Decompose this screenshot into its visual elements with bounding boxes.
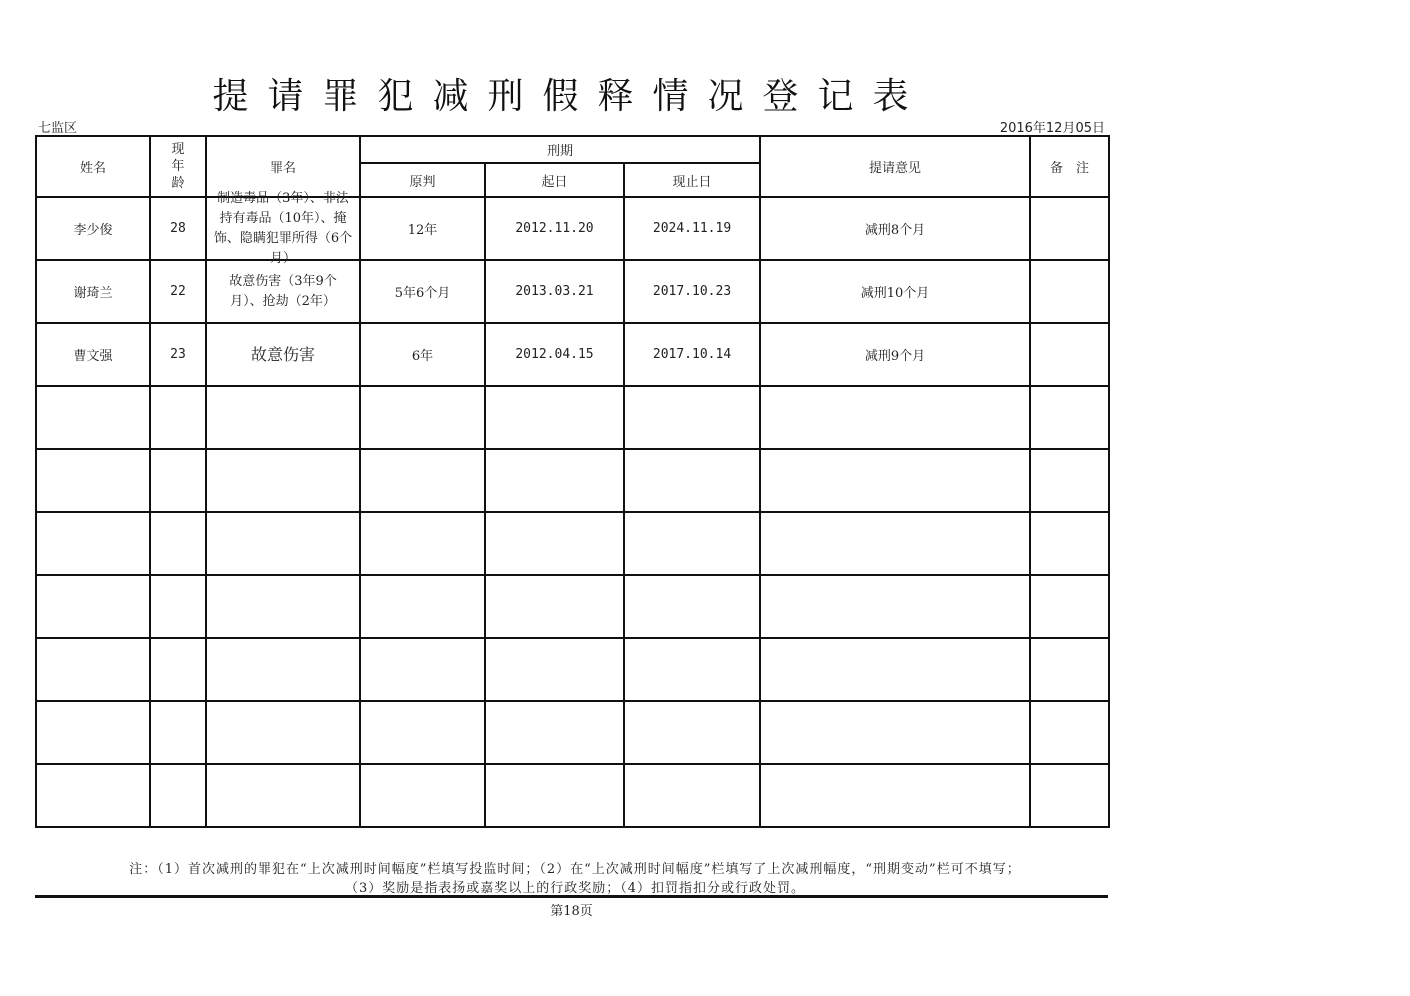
empty-cell-end <box>624 386 760 449</box>
header-sentence-group: 刑期 <box>360 136 760 163</box>
footnote-line-2: （3）奖励是指表扬或嘉奖以上的行政奖励；（4）扣罚指扣分或行政处罚。 <box>344 881 806 896</box>
table-row <box>36 323 1109 386</box>
empty-cell-name <box>36 764 150 827</box>
registration-table <box>35 135 1110 828</box>
empty-cell-opinion <box>760 764 1030 827</box>
cell-start: 2012.04.15 <box>485 323 624 386</box>
header-original: 原判 <box>360 163 485 197</box>
empty-row <box>36 512 1109 575</box>
empty-row <box>36 638 1109 701</box>
cell-original: 12年 <box>360 197 485 260</box>
empty-cell-opinion <box>760 512 1030 575</box>
empty-cell-opinion <box>760 386 1030 449</box>
cell-opinion: 减刑10个月 <box>760 260 1030 323</box>
cell-age: 23 <box>150 323 206 386</box>
document-date: 2016年12月05日 <box>999 121 1105 136</box>
document-title: 提请罪犯减刑假释情况登记表 <box>212 76 928 117</box>
empty-cell-name <box>36 638 150 701</box>
empty-row <box>36 701 1109 764</box>
empty-cell-age <box>150 386 206 449</box>
empty-cell-crime <box>206 638 360 701</box>
header-age-label: 现 年 龄 <box>171 142 185 191</box>
cell-remarks <box>1030 197 1109 260</box>
empty-cell-opinion <box>760 701 1030 764</box>
page-number: 第18页 <box>550 904 593 919</box>
header-remarks: 备 注 <box>1030 136 1109 197</box>
cell-end: 2024.11.19 <box>624 197 760 260</box>
header-age <box>150 136 206 197</box>
empty-cell-age <box>150 575 206 638</box>
cell-age: 28 <box>150 197 206 260</box>
empty-cell-remarks <box>1030 638 1109 701</box>
empty-cell-age <box>150 449 206 512</box>
empty-cell-original <box>360 386 485 449</box>
empty-cell-end <box>624 575 760 638</box>
header-row-1 <box>36 136 1109 163</box>
cell-crime <box>206 190 360 266</box>
cell-opinion: 减刑8个月 <box>760 197 1030 260</box>
empty-cell-crime <box>206 575 360 638</box>
footnote-line-1: 注：（1）首次减刑的罪犯在“上次减刑时间幅度”栏填写投监时间；（2）在“上次减刑时间幅度”栏填写了上次减刑幅度，“刑期变动”栏可不填写； <box>129 862 1021 877</box>
empty-cell-name <box>36 701 150 764</box>
empty-cell-end <box>624 512 760 575</box>
cell-original: 5年6个月 <box>360 260 485 323</box>
empty-cell-name <box>36 386 150 449</box>
empty-cell-crime <box>206 386 360 449</box>
empty-cell-opinion <box>760 449 1030 512</box>
empty-row <box>36 449 1109 512</box>
empty-cell-remarks <box>1030 386 1109 449</box>
empty-cell-age <box>150 512 206 575</box>
empty-cell-original <box>360 449 485 512</box>
cell-end: 2017.10.14 <box>624 323 760 386</box>
cell-opinion: 减刑9个月 <box>760 323 1030 386</box>
empty-cell-start <box>485 701 624 764</box>
cell-name: 曹文强 <box>36 323 150 386</box>
header-start: 起日 <box>485 163 624 197</box>
empty-cell-start <box>485 638 624 701</box>
empty-cell-crime <box>206 764 360 827</box>
cell-original: 6年 <box>360 323 485 386</box>
empty-cell-crime <box>206 512 360 575</box>
crime-text: 故意伤害 <box>250 344 315 364</box>
empty-cell-end <box>624 449 760 512</box>
empty-cell-end <box>624 764 760 827</box>
empty-cell-start <box>485 575 624 638</box>
empty-cell-original <box>360 575 485 638</box>
empty-cell-name <box>36 575 150 638</box>
unit-label: 七监区 <box>38 121 78 136</box>
empty-cell-start <box>485 512 624 575</box>
table-row <box>36 197 1109 260</box>
cell-age: 22 <box>150 260 206 323</box>
cell-remarks <box>1030 323 1109 386</box>
empty-cell-original <box>360 764 485 827</box>
empty-cell-crime <box>206 449 360 512</box>
crime-text: 制造毒品（3年）、非法持有毒品（10年）、掩饰、隐瞒犯罪所得（6个月） <box>213 190 353 266</box>
empty-row <box>36 386 1109 449</box>
empty-cell-end <box>624 701 760 764</box>
footer-rule <box>35 895 1108 898</box>
cell-remarks <box>1030 260 1109 323</box>
empty-cell-remarks <box>1030 575 1109 638</box>
empty-row <box>36 764 1109 827</box>
empty-cell-end <box>624 638 760 701</box>
table-row <box>36 260 1109 323</box>
empty-cell-age <box>150 638 206 701</box>
empty-cell-start <box>485 764 624 827</box>
cell-name: 李少俊 <box>36 197 150 260</box>
empty-cell-age <box>150 764 206 827</box>
header-end: 现止日 <box>624 163 760 197</box>
cell-start: 2012.11.20 <box>485 197 624 260</box>
empty-cell-remarks <box>1030 449 1109 512</box>
empty-cell-opinion <box>760 638 1030 701</box>
empty-cell-remarks <box>1030 764 1109 827</box>
empty-cell-crime <box>206 701 360 764</box>
header-name: 姓名 <box>36 136 150 197</box>
empty-cell-name <box>36 449 150 512</box>
cell-name: 谢琦兰 <box>36 260 150 323</box>
empty-cell-start <box>485 449 624 512</box>
empty-cell-name <box>36 512 150 575</box>
cell-crime <box>206 323 360 386</box>
empty-cell-start <box>485 386 624 449</box>
empty-row <box>36 575 1109 638</box>
empty-cell-original <box>360 512 485 575</box>
empty-cell-remarks <box>1030 512 1109 575</box>
cell-end: 2017.10.23 <box>624 260 760 323</box>
empty-cell-opinion <box>760 575 1030 638</box>
cell-start: 2013.03.21 <box>485 260 624 323</box>
footnote <box>40 860 1110 898</box>
cell-crime <box>206 260 360 323</box>
header-opinion: 提请意见 <box>760 136 1030 197</box>
empty-cell-original <box>360 701 485 764</box>
header-crime: 罪名 <box>206 136 360 197</box>
empty-cell-original <box>360 638 485 701</box>
crime-text: 故意伤害（3年9个月）、抢劫（2年） <box>229 273 337 309</box>
empty-cell-age <box>150 701 206 764</box>
empty-cell-remarks <box>1030 701 1109 764</box>
